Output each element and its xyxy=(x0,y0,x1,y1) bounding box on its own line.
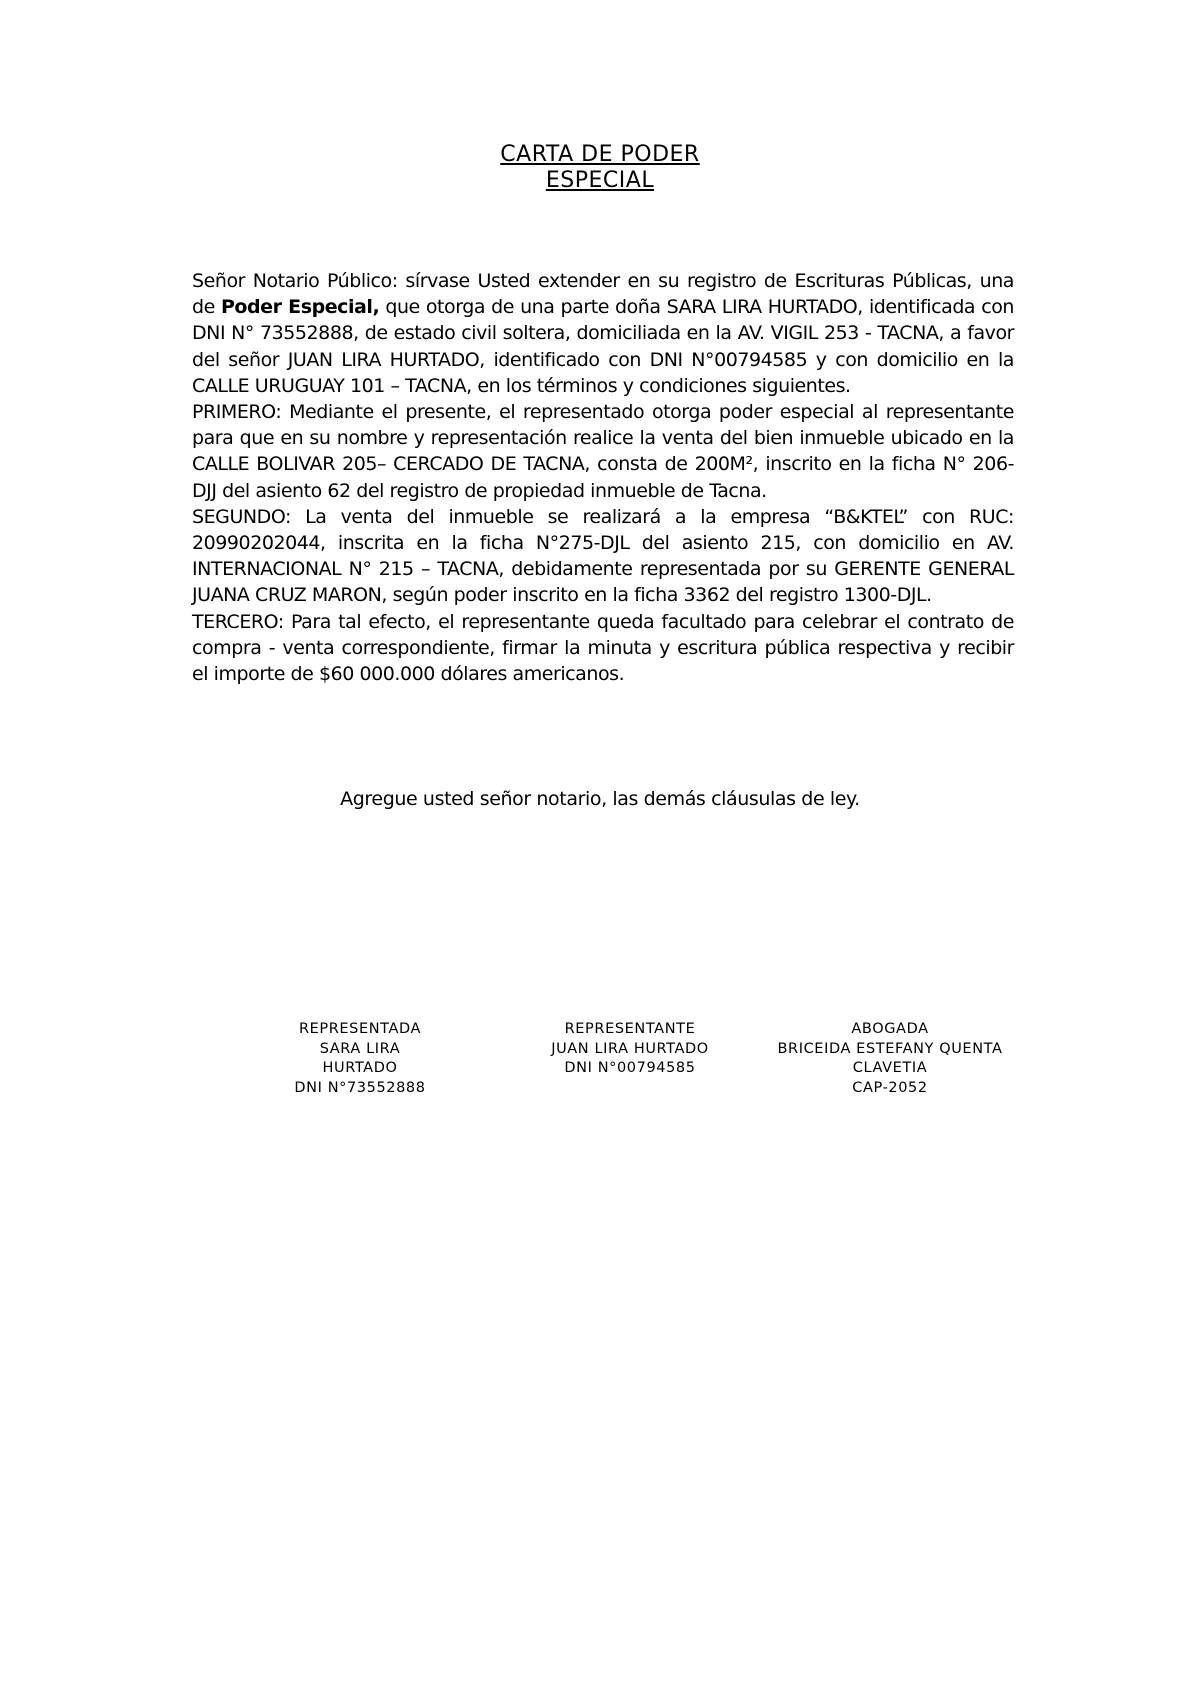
signature-name-line-2: CLAVETIA xyxy=(852,1060,928,1076)
signature-name-line-1: JUAN LIRA HURTADO xyxy=(551,1040,709,1057)
document-body xyxy=(192,268,1014,687)
signature-block-representada xyxy=(280,1020,440,1098)
signature-block-representante xyxy=(520,1020,740,1079)
signature-name-line-1: SARA LIRA xyxy=(319,1040,401,1057)
signature-name-line-2: HURTADO xyxy=(322,1060,398,1076)
intro-paragraph xyxy=(192,268,1014,399)
title-line-2: ESPECIAL xyxy=(545,168,655,193)
signature-block-abogada xyxy=(760,1020,1020,1098)
signature-role: ABOGADA xyxy=(851,1021,929,1037)
clause-tercero: TERCERO: Para tal efecto, el representante queda facultado para celebrar el contrato de compra - venta correspondiente, firmar la minuta y escritura pública respectiva y recibir el importe de $60 000.000 dólares americanos. xyxy=(192,610,1014,686)
document-title xyxy=(0,142,1200,194)
intro-bold-text: Poder Especial, xyxy=(220,296,380,319)
intro-text-after: que otorga de una parte doña SARA LIRA HURTADO, identificada con DNI N° 73552888, de estado civil soltera, domiciliada en la AV. VIGIL 253 - TACNA, a favor del señor JUAN LIRA HURTADO, identificado con DNI N°00794585 y con domicilio en la CALLE URUGUAY 101 – TACNA, en los términos y condiciones siguientes. xyxy=(192,296,1014,397)
signature-role: REPRESENTANTE xyxy=(564,1021,696,1037)
clause-primero: PRIMERO: Mediante el presente, el representado otorga poder especial al representante para que en su nombre y representación realice la venta del bien inmueble ubicado en la CALLE BOLIVAR 205– CERCADO DE TACNA, consta de 200M², inscrito en la ficha N° 206-DJJ del asiento 62 del registro de propiedad inmueble de Tacna. xyxy=(192,401,1014,502)
signature-name-line-1: BRICEIDA ESTEFANY QUENTA xyxy=(777,1040,1003,1057)
signature-id: DNI N°73552888 xyxy=(294,1079,426,1096)
closing-line: Agregue usted señor notario, las demás cláusulas de ley. xyxy=(340,788,860,810)
signature-role: REPRESENTADA xyxy=(298,1021,422,1037)
clause-segundo: SEGUNDO: La venta del inmueble se realizará a la empresa “B&KTEL” con RUC: 20990202044, inscrita en la ficha N°275-DJL del asiento 215, con domicilio en AV. INTERNACIONAL N° 215 – TACNA, debidamente representada por su GERENTE GENERAL JUANA CRUZ MARON, según poder inscrito en la ficha 3362 del registro 1300-DJL. xyxy=(192,505,1014,607)
intro-text-before: Señor Notario Público: sírvase Usted extender en su registro de Escrituras Públicas, una de xyxy=(192,270,1014,319)
signature-id: CAP-2052 xyxy=(852,1079,928,1096)
title-line-1: CARTA DE PODER xyxy=(500,142,700,167)
signature-id: DNI N°00794585 xyxy=(564,1060,696,1076)
